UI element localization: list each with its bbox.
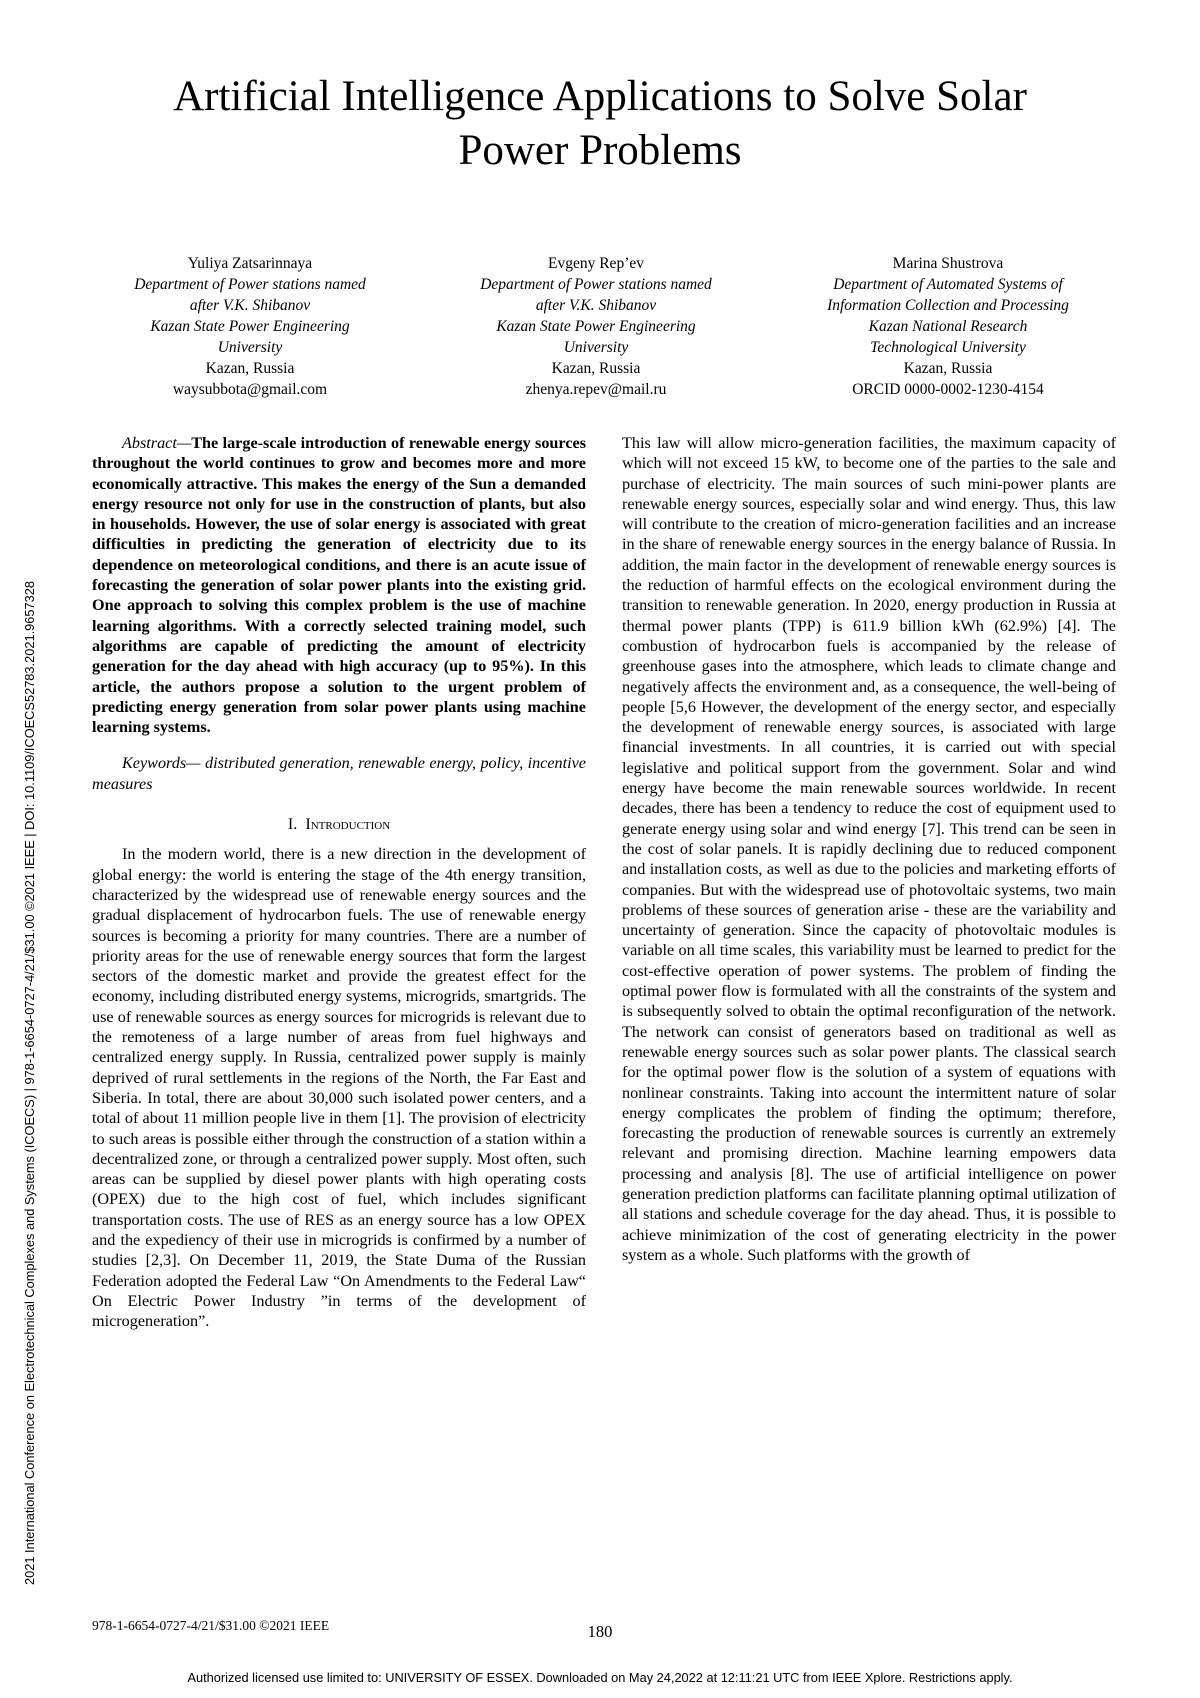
author-block xyxy=(80,253,1120,413)
author-affiliation: Kazan State Power Engineering xyxy=(496,318,696,335)
paper-title xyxy=(80,70,1120,178)
author-name: Evgeny Rep’ev xyxy=(548,255,644,272)
author-affiliation: after V.K. Shibanov xyxy=(535,297,657,314)
footer-copyright: 978-1-6654-0727-4/21/$31.00 ©2021 IEEE xyxy=(92,1618,330,1633)
author-city: Kazan, Russia xyxy=(205,360,295,377)
author-3 xyxy=(778,253,1118,400)
author-affiliation: University xyxy=(563,339,629,356)
author-affiliation: after V.K. Shibanov xyxy=(189,297,311,314)
abstract xyxy=(92,433,586,737)
abstract-heading: Abstract— xyxy=(122,434,192,452)
author-affiliation: University xyxy=(217,339,283,356)
author-affiliation: Information Collection and Processing xyxy=(827,297,1069,314)
intro-paragraph-right: This law will allow micro-generation facilities, the maximum capacity of which will not exceed 15 kW, to become one of the parties to the sale and purchase of electricity. The main sources of such mini-power plants are renewable energy sources, especially solar and wind energy. Thus, this law will contribute to the creation of micro-generation facilities and an increase in the share of renewable energy sources in the energy balance of Russia. In addition, the main factor in the development of renewable energy sources is the reduction of harmful effects on the ecological environment during the transition to renewable generation. In 2020, energy production in Russia at thermal power plants (TPP) is 611.9 billion kWh (62.9%) [4]. The combustion of hydrocarbon fuels is accompanied by the release of greenhouse gases into the atmosphere, which leads to climate change and negatively affects the environment and, as a consequence, the well-being of people [5,6 However, the development of the energy sector, and especially the development of renewable energy sources, is associated with large financial investments. In all countries, it is carried out with special legislative and political support from the government. Solar and wind energy have become the main renewable sources worldwide. In recent decades, there has been a tendency to reduce the cost of equipment used to generate energy using solar and wind energy [7]. This trend can be seen in the cost of solar panels. It is rapidly declining due to reduced component and installation costs, as well as due to the policies and marketing efforts of companies. But with the widespread use of photovoltaic systems, two main problems of these sources of generation arise - these are the variability and uncertainty of generation. Since the capacity of photovoltaic modules is variable on all time scales, this variability must be learned to predict for the cost-effective operation of power systems. The problem of finding the optimal power flow is formulated with all the constraints of the system and is subsequently solved to obtain the optimal reconfiguration of the network. The network can consist of generators based on traditional as well as renewable energy sources such as solar power plants. The classical search for the optimal power flow is the solution of a system of equations with nonlinear constraints. Taking into account the intermittent nature of solar energy complicates the problem of finding the optimum; therefore, forecasting the production of renewable sources is currently an extremely relevant and promising direction. Machine learning empowers data processing and analysis [8]. The use of artificial intelligence on power generation prediction platforms can facilitate planning optimal utilization of all stations and schedule coverage for the day ahead. Thus, it is possible to achieve minimization of the cost of generating electricity in the power system as a whole. Such platforms with the growth of xyxy=(622,434,1116,1264)
author-city: Kazan, Russia xyxy=(903,360,993,377)
page-number: 180 xyxy=(587,1622,613,1641)
right-column xyxy=(622,433,1116,1265)
author-city: Kazan, Russia xyxy=(551,360,641,377)
author-1 xyxy=(80,253,420,400)
section-title: Introduction xyxy=(305,815,391,834)
author-affiliation: Kazan State Power Engineering xyxy=(150,318,350,335)
author-affiliation: Department of Power stations named xyxy=(134,276,366,293)
author-2 xyxy=(426,253,766,400)
sidebar-citation: 2021 International Conference on Electrotechnical Complexes and Systems (ICOECS) | 978-1-6654-0727-4/21/$31.00 ©2021 IEEE | DOI: 10.1109/ICOECS52783.2021.9657328 xyxy=(22,581,37,1585)
left-column xyxy=(92,433,586,1331)
author-email: zhenya.repev@mail.ru xyxy=(525,381,667,398)
author-affiliation: Department of Power stations named xyxy=(480,276,712,293)
author-orcid: ORCID 0000-0002-1230-4154 xyxy=(852,381,1044,398)
author-name: Marina Shustrova xyxy=(892,255,1004,272)
title-line-1: Artificial Intelligence Applications to Solve Solar xyxy=(173,73,1027,120)
author-name: Yuliya Zatsarinnaya xyxy=(187,255,313,272)
author-email: waysubbota@gmail.com xyxy=(172,381,328,398)
title-line-2: Power Problems xyxy=(458,127,742,174)
abstract-body: The large-scale introduction of renewable energy sources throughout the world continues to grow and becomes more and more economically attractive. This makes the energy of the Sun a demanded energy resource not only for use in the construction of plants, but also in households. However, the use of solar energy is associated with great difficulties in predicting the generation of electricity due to its dependence on meteorological conditions, and there is an acute issue of forecasting the generation of solar power plants into the existing grid. One approach to solving this complex problem is the use of machine learning algorithms. With a correctly selected training model, such algorithms are capable of predicting the amount of electricity generation for the day ahead with high accuracy (up to 95%). In this article, the authors propose a solution to the urgent problem of predicting energy generation from solar power plants using machine learning systems. xyxy=(92,434,586,737)
author-affiliation: Technological University xyxy=(870,339,1026,356)
download-notice: Authorized licensed use limited to: UNIVERSITY OF ESSEX. Downloaded on May 24,2022 at 12:11:21 UTC from IEEE Xplore. Restrictions apply. xyxy=(187,1670,1013,1685)
intro-paragraph-left: In the modern world, there is a new direction in the development of global energy: the world is entering the stage of the 4th energy transition, characterized by the widespread use of renewable energy sources and the gradual displacement of hydrocarbon fuels. The use of renewable energy sources is becoming a priority for many countries. There are a number of priority areas for the use of renewable energy sources that form the largest sectors of the domestic market and provide the greatest effect for the economy, including distributed energy systems, microgrids, smartgrids. The use of renewable sources as energy sources for microgrids is relevant due to the remoteness of a large number of areas from fuel highways and centralized energy supply. In Russia, centralized power supply is mainly deprived of rural settlements in the regions of the North, the Far East and Siberia. In total, there are about 30,000 such isolated power centers, and a total of about 11 million people live in them [1]. The provision of electricity to such areas is possible either through the construction of a station within a decentralized zone, or through a centralized power supply. Most often, such areas can be supplied by diesel power plants with high operating costs (OPEX) due to the high cost of fuel, which includes significant transportation costs. The use of RES as an energy source has a low OPEX and the expediency of their use in microgrids is confirmed by a number of studies [2,3]. On December 11, 2019, the State Duma of the Russian Federation adopted the Federal Law “On Amendments to the Federal Law“ On Electric Power Industry ”in terms of the development of microgeneration”. xyxy=(92,845,586,1331)
section-heading xyxy=(92,814,586,834)
author-affiliation: Kazan National Research xyxy=(868,318,1028,335)
section-number: I. xyxy=(287,815,298,834)
author-affiliation: Department of Automated Systems of xyxy=(833,276,1063,293)
keywords: Keywords— distributed generation, renewable energy, policy, incentive measures xyxy=(92,754,586,793)
